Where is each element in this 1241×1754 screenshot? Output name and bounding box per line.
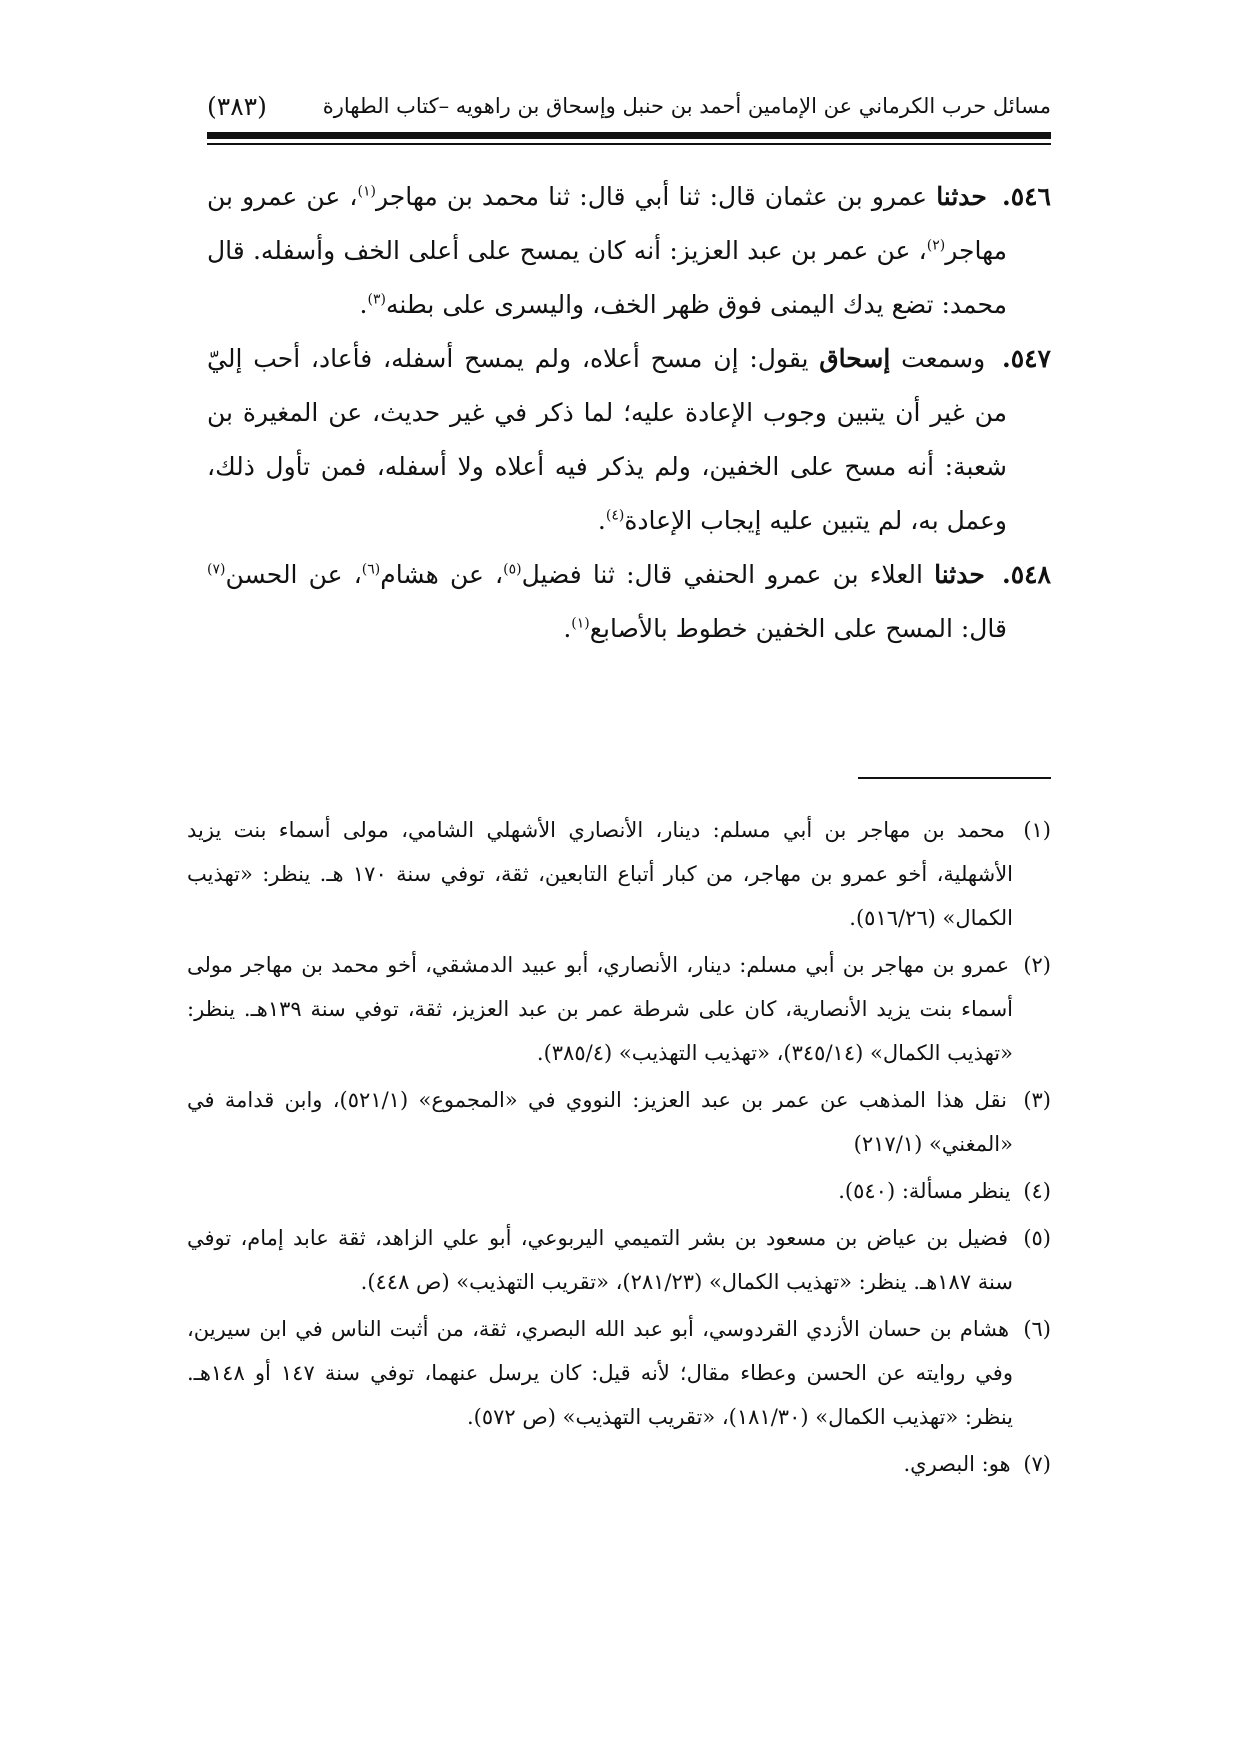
footnote-ref: (١) [357,183,376,200]
footnote-6 [187,1307,1051,1439]
footnote-text: هو: البصري. [903,1452,1011,1476]
footnote-number: (٢) [1023,953,1051,977]
header-rule-thick [207,132,1051,139]
footnote-ref: (٥) [503,561,522,578]
footnote-number: (٣) [1023,1088,1051,1112]
entry-text: . [563,614,572,643]
running-header [207,76,1051,136]
footnote-1 [187,808,1051,940]
footnote-number: (٤) [1023,1179,1051,1203]
footnote-ref: (٢) [926,237,946,254]
footnote-text: عمرو بن مهاجر بن أبي مسلم: دينار، الأنصاري، أبو عبيد الدمشقي، أخو محمد بن مهاجر مولى أسماء بنت يزيد الأنصارية، كان على شرطة عمر بن عبد العزيز، ثقة، توفي سنة ١٣٩هـ. ينظر: «تهذيب الكمال» (٣٤٥/١٤)، «تهذيب التهذيب» (٣٨٥/٤). [187,953,1013,1065]
footnote-ref: (٤) [605,507,625,524]
footnote-separator [858,777,1051,779]
footnote-text: ينظر مسألة: (٥٤٠). [838,1179,1011,1203]
footnote-text: نقل هذا المذهب عن عمر بن عبد العزيز: النووي في «المجموع» (٥٢١/١)، وابن قدامة في «المغني» (٢١٧/١) [187,1088,1013,1156]
entry-text: يقول: إن مسح أعلاه، ولم يمسح أسفله، فأعاد، أحب إليّ من غير أن يتبين وجوب الإعادة عليه؛ لما ذكر في غير حديث، عن المغيرة بن شعبة: أنه مسح على الخفين، ولم يذكر فيه أعلاه ولا أسفله، فمن تأول ذلك، وعمل به، لم يتبين عليه إيجاب الإعادة [207,344,1007,535]
entry-text: . [597,506,606,535]
footnote-ref: (١) [571,615,590,632]
footnote-ref: (٦) [361,561,381,578]
entry-548 [207,548,1051,656]
entry-547 [207,332,1051,548]
entry-keyword: حدثنا [936,182,987,211]
entry-text: ، عن عمرو بن مهاجر [207,182,1007,265]
entry-number: ٥٤٧. [1001,344,1051,373]
footnote-number: (٧) [1023,1452,1051,1476]
footnote-number: (٥) [1023,1226,1051,1250]
footnote-text: فضيل بن عياض بن مسعود بن بشر التميمي اليربوعي، أبو علي الزاهد، ثقة عابد إمام، توفي سنة ١٨٧هـ. ينظر: «تهذيب الكمال» (٢٨١/٢٣)، «تقريب التهذيب» (ص ٤٤٨). [187,1226,1013,1294]
entry-number: ٥٤٨. [1001,560,1051,589]
entry-keyword: إسحاق [819,344,891,373]
footnote-number: (٦) [1023,1317,1051,1341]
entry-text: قال: المسح على الخفين خطوط بالأصابع [589,614,1007,643]
page-number: (٣٨٣) [207,91,267,121]
footnote-text: هشام بن حسان الأزدي القردوسي، أبو عبد الله البصري، ثقة، من أثبت الناس في ابن سيرين، وفي روايته عن الحسن وعطاء مقال؛ لأنه قيل: كان يرسل عنهما، توفي سنة ١٤٧ أو ١٤٨هـ. ينظر: «تهذيب الكمال» (١٨١/٣٠)، «تقريب التهذيب» (ص ٥٧٢). [187,1317,1013,1429]
entry-text: ، عن عمر بن عبد العزيز: أنه كان يمسح على أعلى الخف وأسفله. قال محمد: تضع يدك اليمنى فوق ظهر الخف، واليسرى على بطنه [207,236,1007,319]
footnote-5 [187,1216,1051,1304]
footnotes [187,808,1051,1489]
entry-text: العلاء بن عمرو الحنفي قال: ثنا فضيل [521,560,923,589]
footnote-text: محمد بن مهاجر بن أبي مسلم: دينار، الأنصاري الأشهلي الشامي، مولى أسماء بنت يزيد الأشهلية، أخو عمرو بن مهاجر، من كبار أتباع التابعين، ثقة، توفي سنة ١٧٠ هـ. ينظر: «تهذيب الكمال» (٥١٦/٢٦). [187,818,1013,930]
footnote-ref: (٣) [367,291,386,308]
footnote-2 [187,943,1051,1075]
header-title: مسائل حرب الكرماني عن الإمامين أحمد بن حنبل وإسحاق بن راهويه –كتاب الطهارة [322,94,1051,118]
footnote-4 [187,1169,1051,1213]
entry-text: وسمعت [901,344,986,373]
entry-text: ، عن الحسن [225,560,362,589]
main-text [207,170,1051,656]
footnote-3 [187,1078,1051,1166]
header-rule-thin [207,143,1051,145]
entry-text: . [359,290,368,319]
entry-keyword: حدثنا [934,560,985,589]
footnote-ref: (٧) [207,561,226,578]
footnote-7 [187,1442,1051,1486]
entry-text: عمرو بن عثمان قال: ثنا أبي قال: ثنا محمد بن مهاجر [375,182,928,211]
footnote-number: (١) [1023,818,1051,842]
entry-number: ٥٤٦. [1001,182,1051,211]
entry-546 [207,170,1051,332]
entry-text: ، عن هشام [380,560,504,589]
